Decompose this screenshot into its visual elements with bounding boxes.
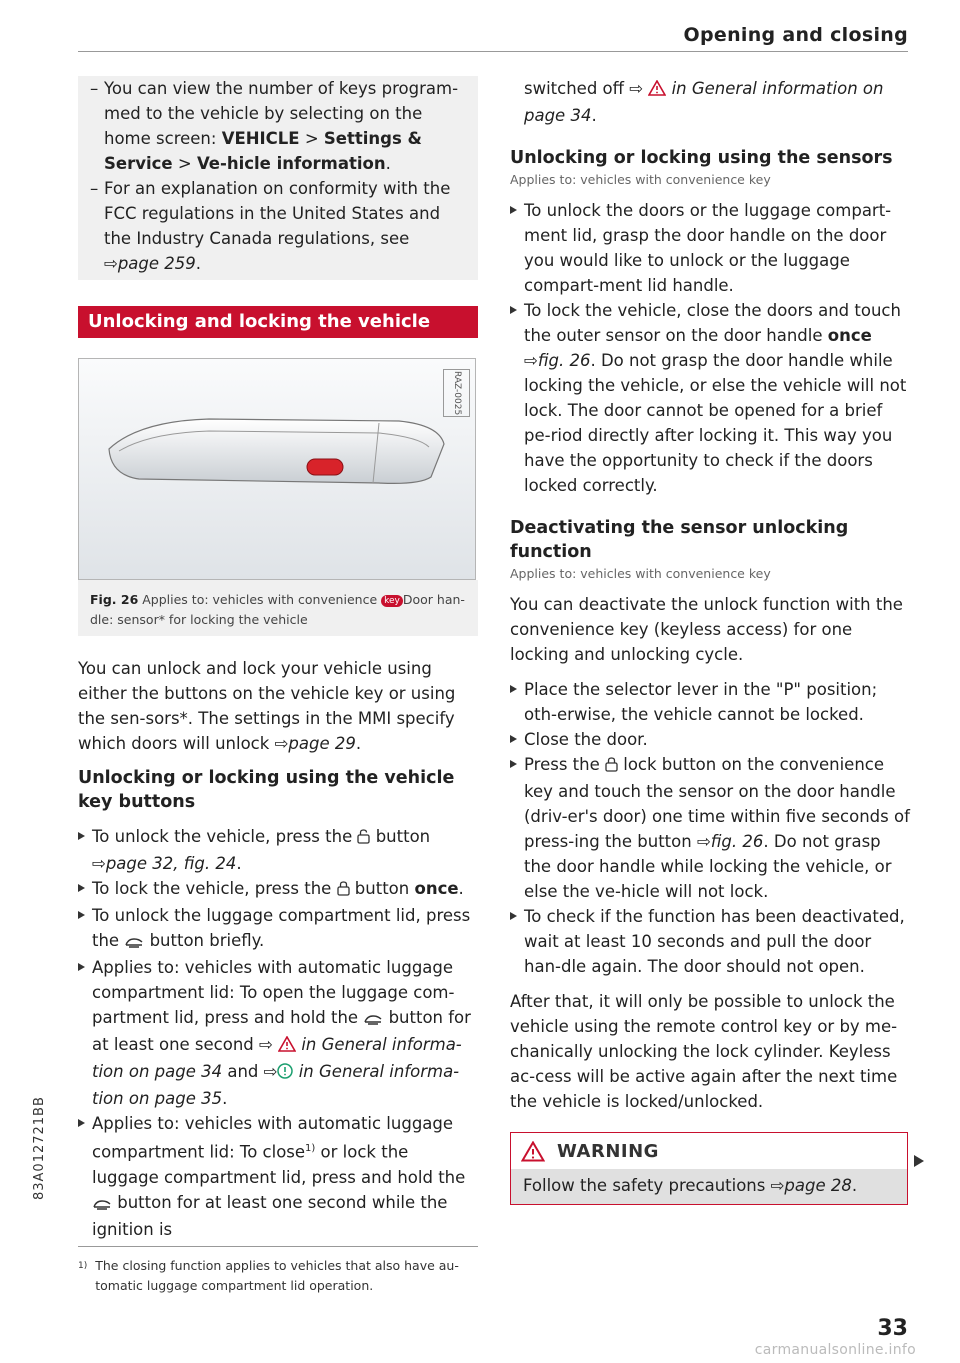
unlock-icon	[357, 826, 370, 851]
door-handle-illustration	[79, 359, 475, 579]
page-ref-link[interactable]: ⇨page 32, fig. 24	[92, 854, 237, 873]
intro-note-box	[78, 76, 478, 280]
page-ref-link[interactable]: ⇨page 28	[770, 1176, 852, 1195]
page-ref-link[interactable]: in General information on page 34	[524, 79, 884, 125]
applies-note: Applies to: vehicles with convenience key	[510, 566, 771, 581]
intro-paragraph: You can unlock and lock your vehicle using either the buttons on the vehicle key or using the sen-sors*. The settings in the MMI specify which doors will unlock ⇨page 29.	[78, 659, 456, 753]
watermark: carmanualsonline.info	[754, 1342, 916, 1358]
step-item: Applies to: vehicles with automatic luggage compartment lid: To open the luggage com-partment lid, press and hold the button for at least one second ⇨ in General informa-tion on page 34 and ⇨ in General informa-tion on page 35.	[78, 955, 478, 1111]
fig-ref-link[interactable]: ⇨fig. 26	[524, 351, 591, 370]
door-sensor-mark	[307, 459, 343, 475]
figure-caption: Fig. 26 Applies to: vehicles with convenience key Door han-dle: sensor* for locking the vehicle	[78, 580, 478, 636]
step-item: Applies to: vehicles with automatic luggage compartment lid: To close$^{1)}$ or lock the luggage compartment lid, press and hold the button for at least one second while the ignition is	[78, 1111, 478, 1242]
fig-ref-link[interactable]: ⇨fig. 26	[696, 832, 764, 851]
figure-door-handle	[78, 358, 476, 580]
subheading-sensors: Unlocking or locking using the sensors	[510, 148, 893, 168]
warning-body: Follow the safety precautions ⇨page 28.	[511, 1169, 907, 1204]
document-code: 83A012721BB	[32, 1096, 47, 1200]
lock-icon	[605, 754, 618, 779]
right-column	[510, 76, 910, 1205]
subheading-key-buttons: Unlocking or locking using the vehicle key buttons	[78, 768, 455, 812]
note-circle-icon	[277, 1061, 293, 1086]
figure-code: RAZ-0025	[443, 369, 470, 417]
step-item: Close the door.	[510, 727, 910, 752]
page-ref-link[interactable]: ⇨page 259	[104, 254, 196, 273]
step-item: Press the lock button on the convenience key and touch the sensor on the door handle (driv-er's door) one time within five seconds of press-ing the button ⇨fig. 26. Do not grasp the door handle while locking the vehicle, or else the ve-hicle will not lock.	[510, 752, 910, 904]
step-item: To lock the vehicle, press the button once.	[78, 876, 478, 903]
warning-triangle-icon	[278, 1034, 296, 1059]
page-ref-link[interactable]: in General informa-tion on page 35	[92, 1062, 460, 1108]
step-item: To unlock the doors or the luggage compart-ment lid, grasp the door handle on the door you would like to unlock or the luggage compart-ment lid handle.	[510, 198, 910, 298]
deactivate-intro: You can deactivate the unlock function with the convenience key (keyless access) for one locking and unlocking cycle.	[510, 595, 903, 664]
warning-header: WARNING	[511, 1133, 907, 1169]
applies-note: Applies to: vehicles with convenience key	[510, 172, 771, 187]
luggage-lid-icon	[124, 930, 144, 955]
section-title: Unlocking and locking the vehicle	[78, 306, 478, 338]
intro-item: – For an explanation on conformity with the FCC regulations in the United States and the Industry Canada regulations, see ⇨page 259.	[90, 176, 466, 276]
warning-box	[510, 1132, 908, 1205]
step-item: To check if the function has been deactivated, wait at least 10 seconds and pull the door han-dle again. The door should not open.	[510, 904, 910, 979]
continue-arrow-icon	[914, 1155, 924, 1167]
subheading-deactivate: Deactivating the sensor unlocking function	[510, 518, 849, 562]
page-number: 33	[877, 1316, 908, 1341]
header-rule	[78, 51, 908, 52]
page-header-title: Opening and closing	[683, 24, 908, 46]
key-badge-icon: key	[381, 595, 403, 607]
step-item: To unlock the luggage compartment lid, press the button briefly.	[78, 903, 478, 955]
warning-triangle-icon	[648, 78, 666, 103]
warning-triangle-icon	[521, 1141, 545, 1162]
step-item: To lock the vehicle, close the doors and touch the outer sensor on the door handle once ⇨fig. 26. Do not grasp the door handle while locking the vehicle, or else the vehicle will not lock. The door cannot be opened for a brief pe-riod directly after locking it. This way you have the opportunity to check if the doors locked correctly.	[510, 298, 910, 498]
intro-item: – You can view the number of keys program-med to the vehicle by selecting on the home screen: VEHICLE > Settings & Service > Ve-hicle information.	[90, 76, 466, 176]
left-column	[78, 76, 478, 1242]
continued-text: switched off ⇨ in General information on page 34.	[524, 79, 884, 125]
page-ref-link[interactable]: in General informa-tion on page 34	[92, 1035, 462, 1081]
footnote-rule	[78, 1246, 478, 1247]
step-item: Place the selector lever in the "P" position; oth-erwise, the vehicle cannot be locked.	[510, 677, 910, 727]
lock-icon	[337, 878, 350, 903]
after-paragraph: After that, it will only be possible to unlock the vehicle using the remote control key or by me-chanically unlocking the lock cylinder. Keyless ac-cess will be active again after the next time the vehicle is locked/unlocked.	[510, 992, 898, 1111]
footnote: 1) The closing function applies to vehicles that also have au-tomatic luggage compartment lid operation.	[78, 1258, 459, 1293]
step-item: To unlock the vehicle, press the button ⇨page 32, fig. 24.	[78, 824, 478, 876]
luggage-lid-icon	[363, 1007, 383, 1032]
luggage-lid-icon	[92, 1192, 112, 1217]
page-ref-link[interactable]: ⇨page 29	[274, 734, 356, 753]
